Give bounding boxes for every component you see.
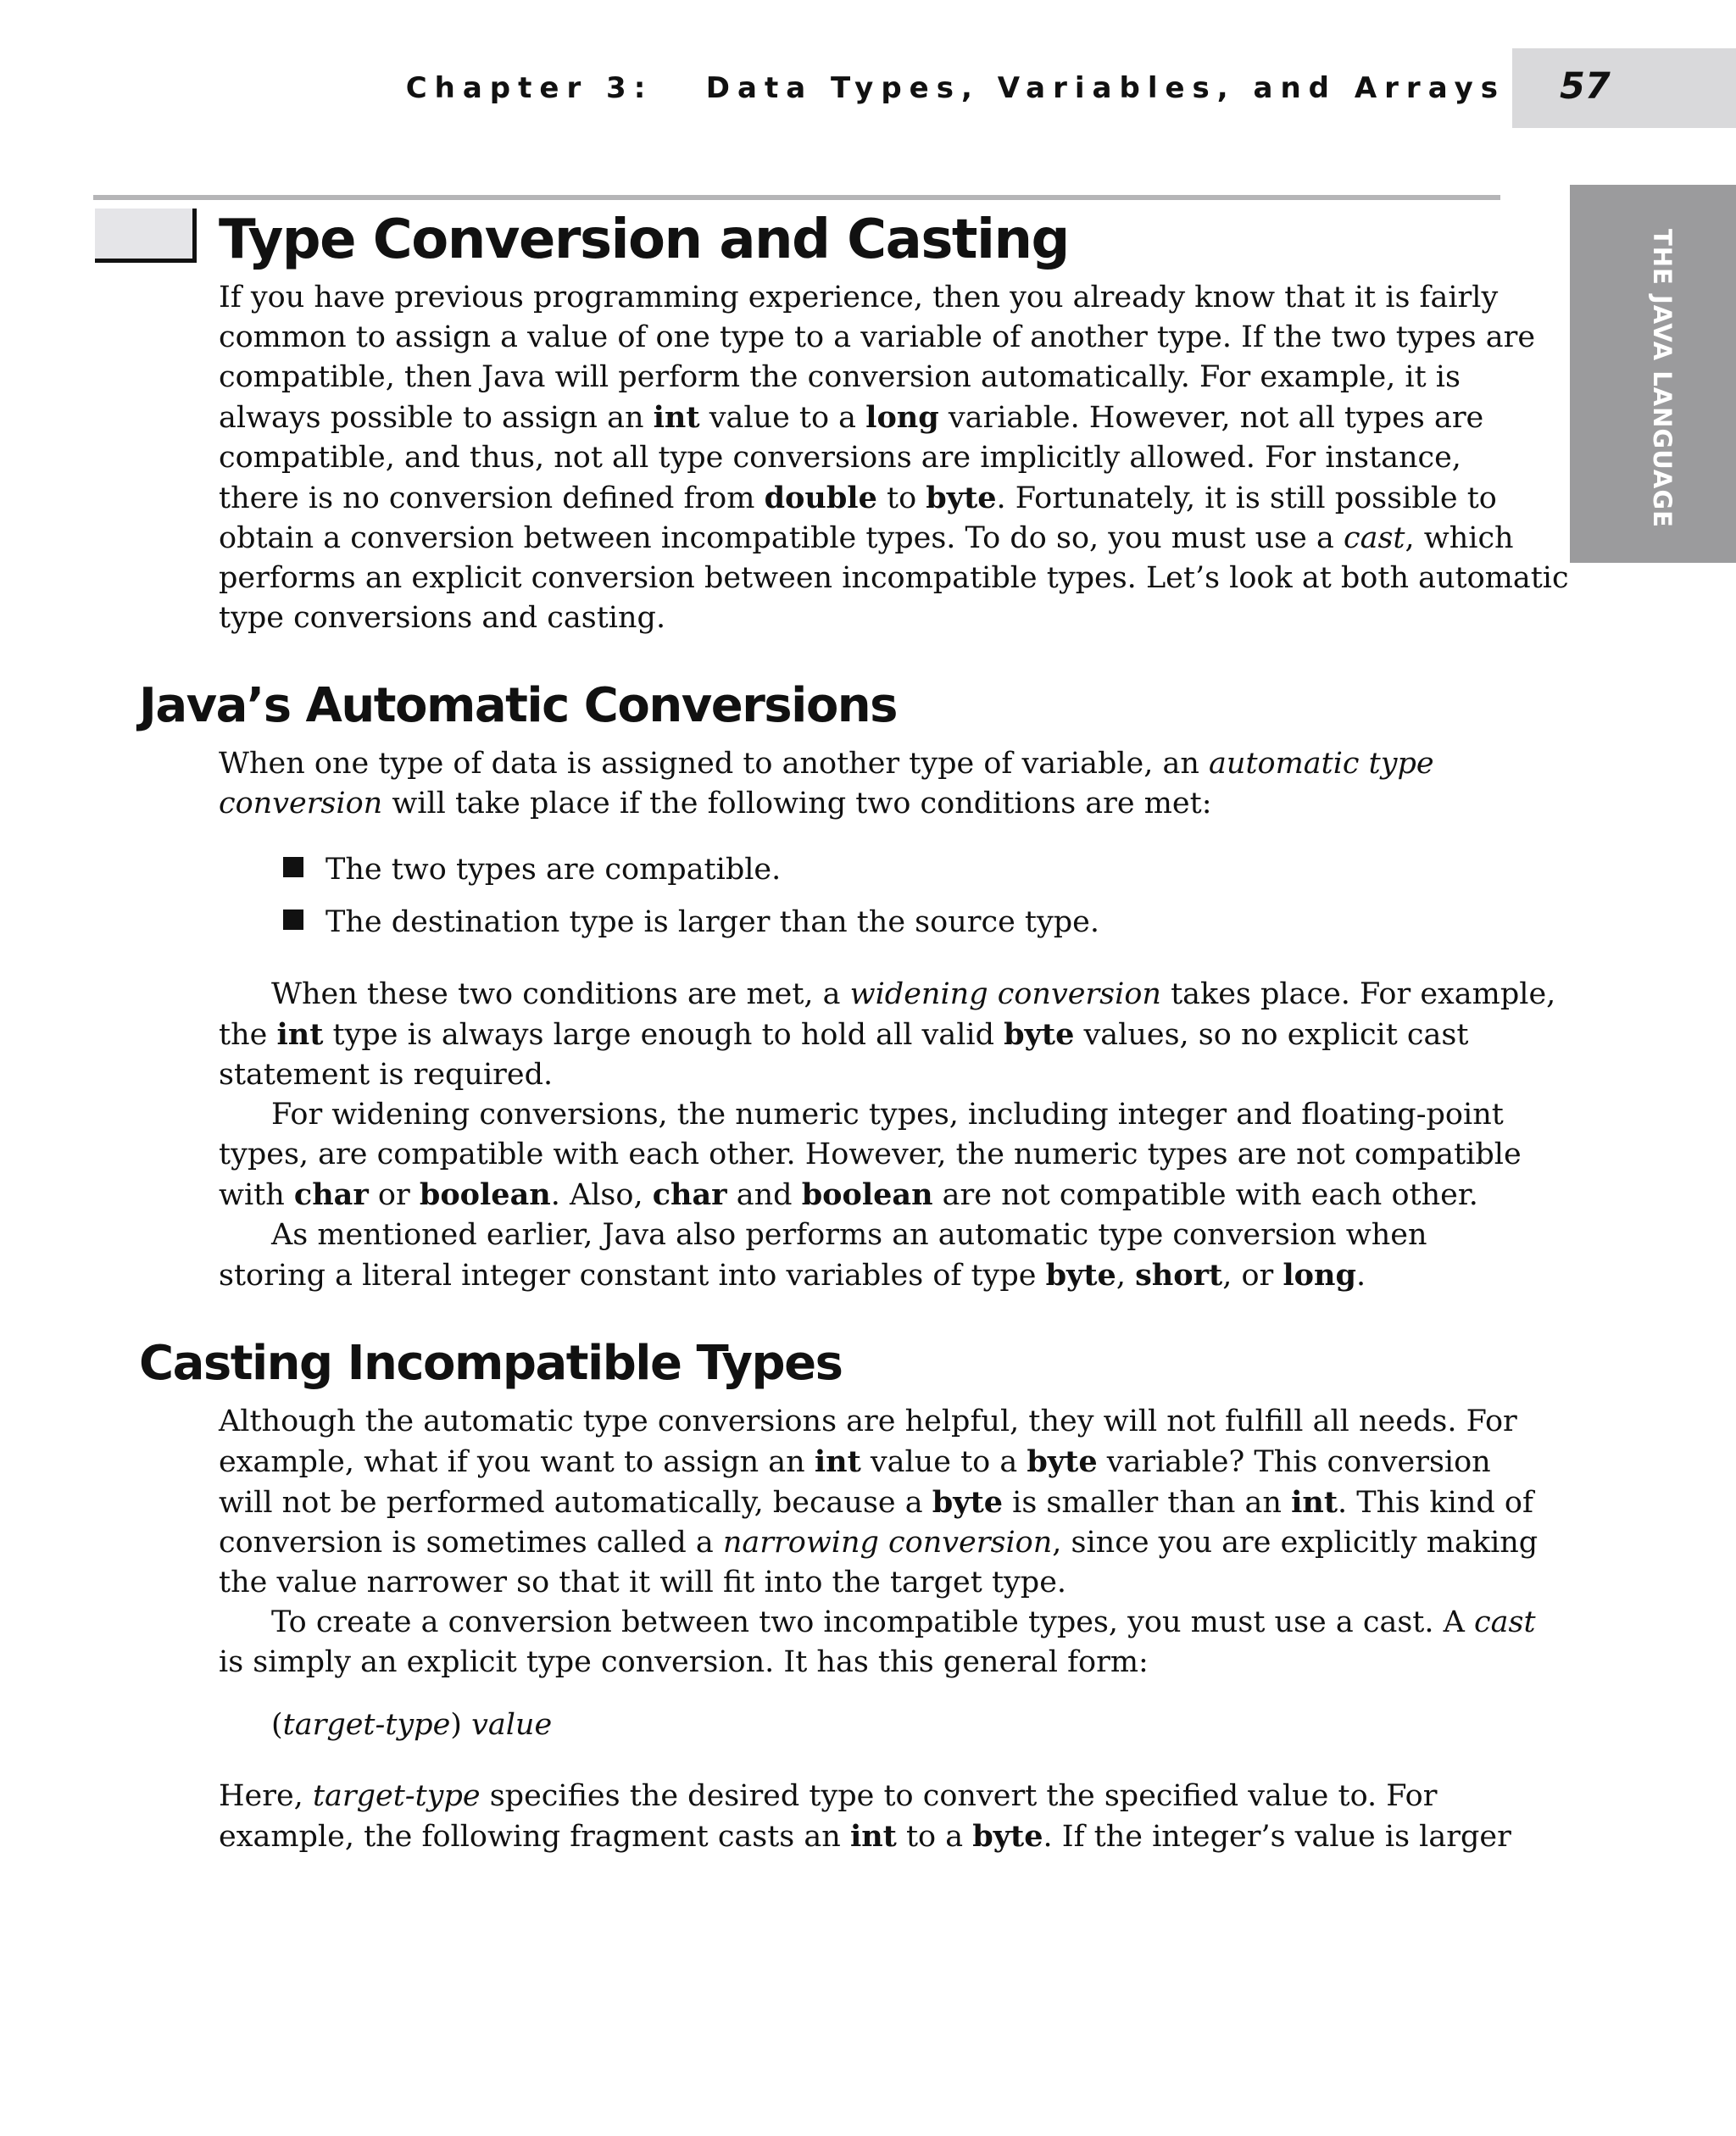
automatic-body: When these two conditions are met, a widening conversion takes place. For example, the int type is always large enough to hold all valid byte values, so no explicit cast statement is required. For widening conversions, the numeric types, including integer and floating-point types, are compatible with each other. However, the numeric types are not compatible with char or boolean. Also, char and boolean are not compatible with each other. As mentioned earlier, Java also performs an automatic type conversion when storing a literal integer constant into variables of type byte, short, or long. — [219, 977, 1556, 1293]
page-number-box — [1512, 48, 1736, 128]
intro-line-8: performs an explicit conversion between incompatible types. Let’s look at both automatic — [219, 561, 1569, 595]
automatic-intro: When one type of data is assigned to another type of variable, an automatic type conversion will take place if the following two conditions are met: — [219, 747, 1434, 820]
casting-followup: Here, target-type specifies the desired type to convert the specified value to. For example, the following fragment casts an int to a byte. If the integer’s value is larger — [219, 1779, 1511, 1854]
intro-line-2: common to assign a value of one type to a variable of another type. If the two types are — [219, 320, 1536, 354]
intro-line-9: type conversions and casting. — [219, 601, 666, 635]
section-rule — [93, 195, 1500, 200]
intro-line-5: compatible, and thus, not all type conversions are implicitly allowed. For instance, — [219, 441, 1461, 475]
intro-line-6: there is no conversion defined from double to byte. Fortunately, it is still possible to — [219, 481, 1497, 515]
intro-line-7: obtain a conversion between incompatible types. To do so, you must use a cast, which — [219, 521, 1514, 555]
intro-line-3: compatible, then Java will perform the conversion automatically. For example, it is — [219, 360, 1461, 394]
running-head: Chapter 3: Data Types, Variables, and Arrays — [405, 71, 1505, 105]
intro-line-4: always possible to assign an int value to a long variable. However, not all types are — [219, 400, 1484, 435]
casting-body: Although the automatic type conversions are helpful, they will not fulfill all needs. For example, what if you want to assign an int value to a byte variable? This conversion will not be performed automatically, because a byte is smaller than an int. This kind of conversion is sometimes called a narrowing conversion, since you are explicitly making the value narrower so that it will fit into the target type. To create a conversion between two incompatible types, you must use a cast. A cast is simply an explicit type conversion. It has this general form: — [219, 1405, 1538, 1679]
bullet-square-icon — [283, 909, 303, 930]
subsection-title-casting: Casting Incompatible Types — [139, 1336, 843, 1391]
intro-paragraph — [219, 278, 1569, 638]
section-title: Type Conversion and Casting — [219, 209, 1069, 271]
page-number: 57 — [1560, 65, 1611, 108]
list-item: The destination type is larger than the source type. — [283, 905, 1099, 939]
section-marker — [95, 209, 197, 263]
list-item: The two types are compatible. — [283, 853, 781, 887]
side-tab-label: THE JAVA LANGUAGE — [1648, 229, 1677, 528]
general-form: (target-type) value — [271, 1708, 553, 1742]
bullet-square-icon — [283, 857, 303, 877]
intro-line-1: If you have previous programming experience, then you already know that it is fairly — [219, 281, 1499, 314]
subsection-title-automatic: Java’s Automatic Conversions — [139, 678, 898, 733]
